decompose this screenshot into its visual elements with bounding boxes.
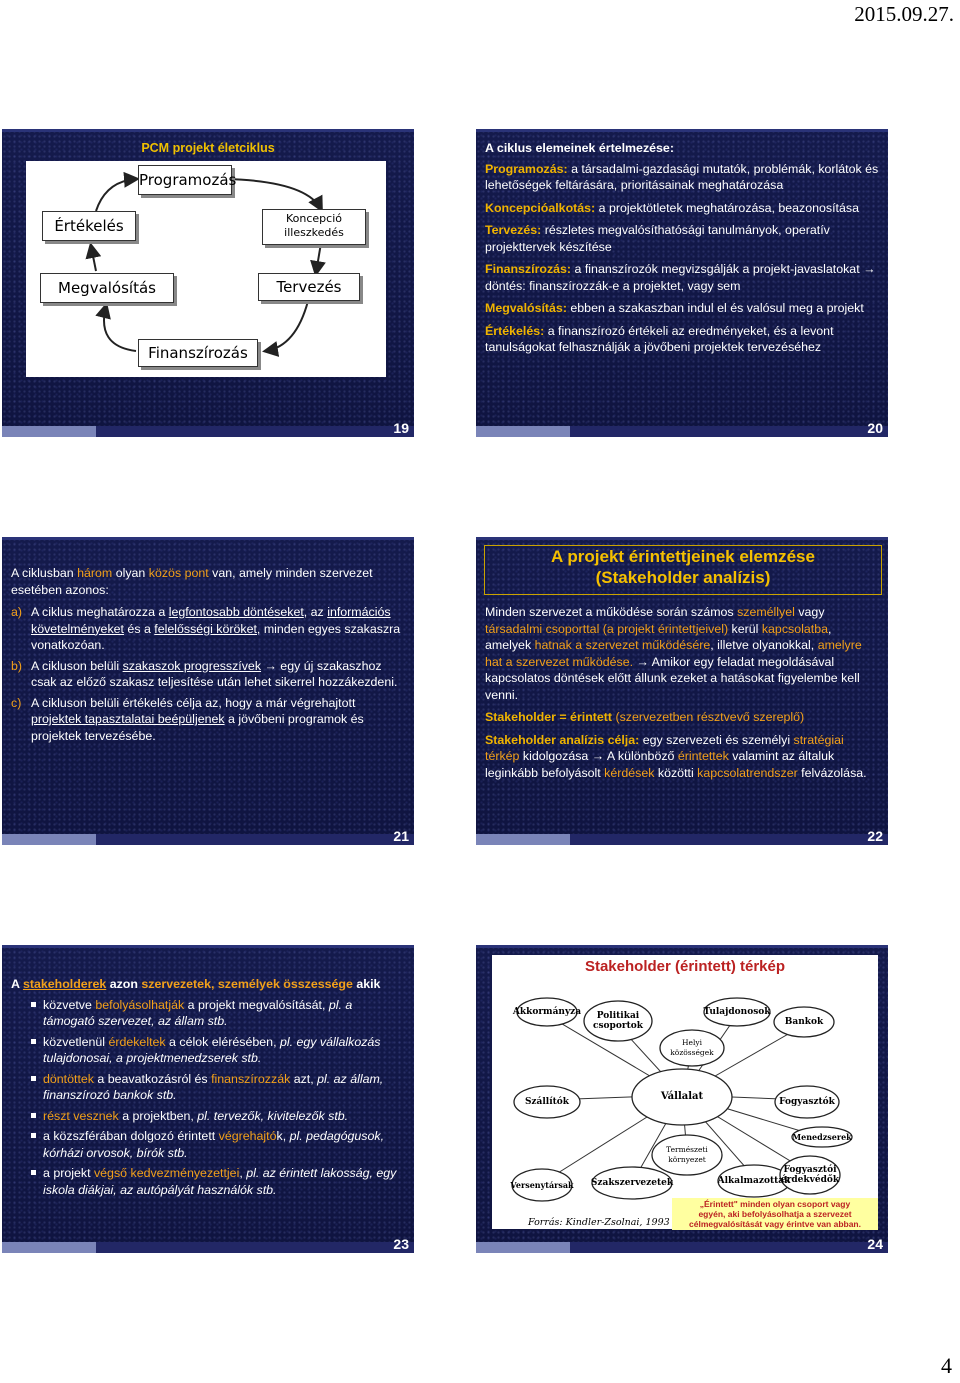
stakeholder-list (11, 997, 406, 1199)
map-node-vallalat: Vállalat (660, 1091, 704, 1102)
map-source: Forrás: Kindler-Zsolnai, 1993 (528, 1217, 670, 1228)
cycle-box-megvalositas: Megvalósítás (40, 273, 174, 303)
date-header: 2015.09.27. (854, 2, 954, 26)
point-a: a) A ciklus meghatározza a legfontosabb döntéseket, az információs követelményeket és a felelősségi köröket, minden egyes szakaszra vonatkozóan. (11, 605, 401, 652)
list-item: részt vesznek a projektben, pl. tervezők, kivitelezők stb. (11, 1108, 406, 1125)
map-node-kormanyzat: Akkormányza (512, 1007, 582, 1017)
map-node-versenytarsak: Versenytársak (510, 1180, 574, 1190)
paragraph-2: Stakeholder = érintett (szervezetben résztvevő szereplő) (485, 710, 805, 724)
slide-title-box: A projekt érintettjeinek elemzése (Stakeholder analízis) (484, 545, 882, 595)
slide-number: 19 (393, 420, 409, 436)
map-node-politikai-csoportok: Politikai csoportok (593, 1011, 643, 1031)
slide-number: 21 (393, 828, 409, 844)
map-quote: „Érintett" minden olyan csoport vagy egyén, aki befolyásolhatja a szervezet célmegvalósítását vagy érintve van abban. (672, 1198, 878, 1230)
map-node-helyi-kozossegek: Helyi közösségek (670, 1038, 714, 1057)
cycle-box-koncepcio: Koncepció illeszkedés (262, 209, 366, 245)
list-item: közvetve befolyásolhatják a projekt megvalósítását, pl. a támogató szervezet, az állam stb. (11, 997, 406, 1030)
intro-paragraph: A ciklusban három olyan közös pont van, amely minden szervezet esetében azonos: (11, 566, 373, 597)
cycle-box-finanszirozas: Finanszírozás (138, 339, 258, 367)
map-node-termeszeti-kornyezet: Természeti környezet (666, 1145, 708, 1164)
cycle-box-tervezes: Tervezés (258, 273, 360, 301)
slide-heading: A ciklus elemeinek értelmezése: (485, 141, 674, 155)
slide-number: 22 (867, 828, 883, 844)
slide-22 (476, 537, 888, 845)
slide-21 (2, 537, 414, 845)
map-node-bankok: Bankok (784, 1017, 824, 1027)
slide-19 (2, 129, 414, 437)
map-node-fogyasztok: Fogyasztók (779, 1097, 835, 1107)
map-node-fogyasztoi-erdekvedok: Fogyasztói érdekvédők (780, 1165, 840, 1185)
point-b: b) A cikluson belüli szakaszok progresszívek → egy új szakaszhoz csak az előző szakasz teljesítése után lehet sikerrel hozzákezdeni. (11, 658, 398, 689)
page-number: 4 (941, 1353, 952, 1378)
list-item: döntöttek a beavatkozásról és finanszírozzák azt, pl. az állam, finanszírozó bankok stb. (11, 1071, 406, 1104)
slide-24 (476, 945, 888, 1253)
stakeholder-map (492, 955, 878, 1229)
map-title: Stakeholder (érintett) térkép (584, 958, 786, 975)
list-item: közvetlenül érdekeltek a célok elérésében, pl. egy vállalkozás tulajdonosai, a projektmenedzserek stb. (11, 1034, 406, 1067)
cycle-box-programozas: Programozás (138, 165, 232, 195)
cycle-box-ertekeles: Értékelés (42, 211, 136, 241)
slide-number: 23 (393, 1236, 409, 1252)
map-node-alkalmazottak: Alkalmazottak (717, 1176, 791, 1186)
list-item: a projekt végső kedvezményezettjei, pl. az érintett lakosság, egy iskola diákjai, az autópályát használók stb. (11, 1165, 406, 1198)
point-c: c) A cikluson belüli értékelés célja az, hogy a már végrehajtott projektek tapasztalatai beépüljenek a jövőbeni programok és projektek tervezésébe. (11, 695, 364, 743)
paragraph-3: Stakeholder analízis célja: egy szervezeti és személyi stratégiai térkép kidolgozása → A különböző érintettek valamint az általuk leginkább befolyásolt kérdések közötti kapcsolatrendszer felvázolása. (485, 732, 867, 780)
slide-title: PCM projekt életciklus (141, 141, 275, 155)
pcm-cycle-diagram (26, 161, 386, 377)
slide-20: A ciklus elemeinek értelmezése: Programozás: a társadalmi-gazdasági mutatók, problémák, korlátok és lehetőségek feltárására, prioritásainak meghatározása Koncepcióalkotás: a projektötletek meghatározása, beazonosítása Tervezés: részletes megvalósíthatósági tanulmányok, operatív projekttervek készítése Finanszírozás: a finanszírozók megvizsgálják a projekt-javaslatokat → döntés: finanszírozzák-e a projektet, vagy sem Megvalósítás: ebben a szakaszban indul el és valósul meg a projekt Értékelés: a finanszírozó értékeli az eredményeket, és a levont tanulságokat felhasználják a jövőbeni projektek tervezéséhez 20 (476, 129, 888, 437)
map-node-tulajdonosok: Tulajdonosok (703, 1007, 771, 1017)
paragraph-1: Minden szervezet a működése során számos személlyel vagy társadalmi csoporttal (a projekt érintettjeivel) kerül kapcsolatba, amelyek hatnak a szervezet működésére, illetve olyanokkal, amelyre hat a szervezet működése. → Amikor egy feladat megoldásával kapcsolatos döntések előtt állunk ezeket a hatásokat figyelembe kell venni. (485, 605, 862, 702)
slide-number: 20 (867, 420, 883, 436)
map-node-szallitok: Szállítók (524, 1097, 570, 1107)
map-node-szakszervezetek: Szakszervezetek (590, 1178, 674, 1188)
intro-paragraph: A stakeholderek azon szervezetek, személyek összessége akik (11, 977, 381, 991)
slide-23 (2, 945, 414, 1253)
list-item: a közszférában dolgozó érintett végrehajtók, pl. pedagógusok, kórházi orvosok, bírók stb. (11, 1128, 406, 1161)
slide-number: 24 (867, 1236, 883, 1252)
map-node-menedzserek: Menedzserek (792, 1132, 852, 1142)
